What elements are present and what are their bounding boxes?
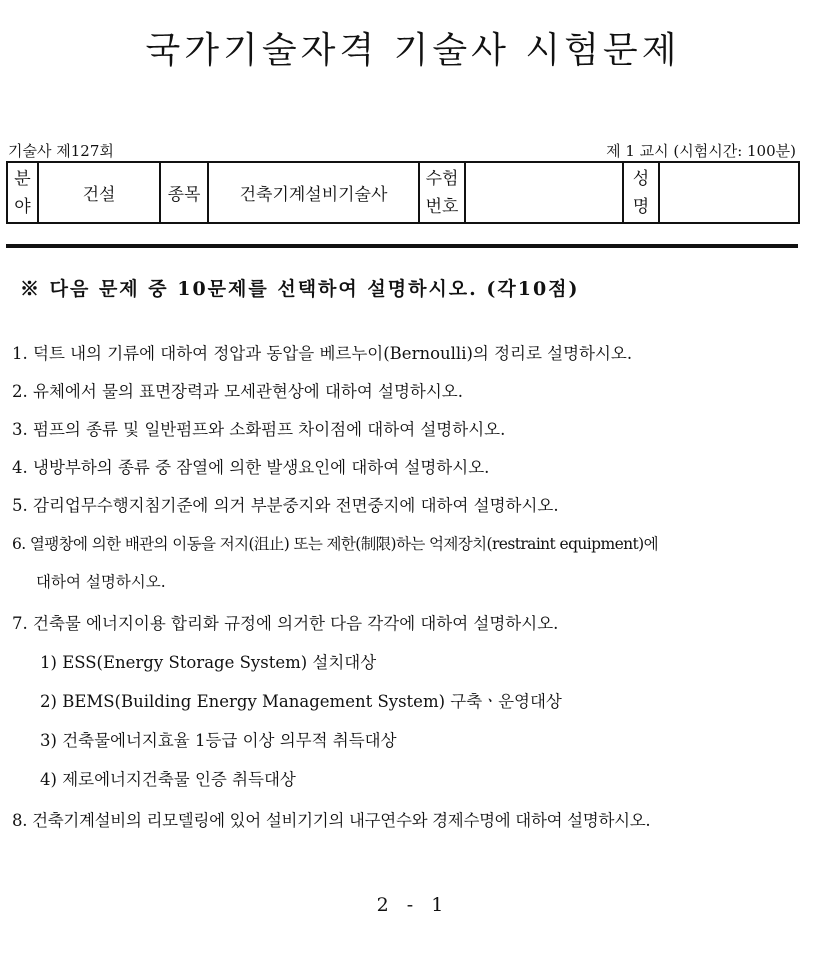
question-item bbox=[12, 454, 489, 478]
field-label bbox=[7, 162, 38, 223]
question-number: 4. bbox=[12, 458, 28, 477]
sub-question-item bbox=[40, 727, 397, 751]
question-item bbox=[12, 416, 505, 440]
question-number: 7. bbox=[12, 614, 28, 633]
question-item bbox=[12, 610, 558, 634]
question-item bbox=[12, 492, 559, 516]
exam-no-label-top: 수험 bbox=[425, 168, 459, 189]
question-continuation: 대하여 설명하시오. bbox=[36, 573, 166, 591]
sub-question-number: 4) bbox=[40, 770, 57, 789]
question-item bbox=[12, 340, 632, 364]
question-text: 열팽창에 의한 배관의 이동을 저지(沮止) 또는 제한(制限)하는 억제장치(restraint equipment)에 bbox=[29, 535, 658, 553]
question-item bbox=[12, 807, 650, 831]
instruction-text: ※ 다음 문제 중 10문제를 선택하여 설명하시오. (각10점) bbox=[20, 278, 580, 300]
sub-question-number: 1) bbox=[40, 653, 57, 672]
question-text: 덕트 내의 기류에 대하여 정압과 동압을 베르누이(Bernoulli)의 정리로 설명하시오. bbox=[33, 344, 633, 363]
name-label bbox=[623, 162, 659, 223]
exam-no-label bbox=[419, 162, 465, 223]
sub-question-text: 건축물에너지효율 1등급 이상 의무적 취득대상 bbox=[62, 731, 397, 750]
exam-meta-row bbox=[6, 140, 796, 162]
question-text: 유체에서 물의 표면장력과 모세관현상에 대하여 설명하시오. bbox=[33, 382, 463, 401]
name-value[interactable] bbox=[659, 162, 799, 223]
question-text: 감리업무수행지침기준에 의거 부분중지와 전면중지에 대하여 설명하시오. bbox=[33, 496, 559, 515]
exam-no-label-bottom: 번호 bbox=[425, 196, 459, 217]
page-number: 2 - 1 bbox=[376, 894, 450, 916]
divider-rule bbox=[6, 244, 798, 248]
exam-no-value[interactable] bbox=[465, 162, 623, 223]
exam-info-table bbox=[6, 161, 800, 224]
name-label-top: 성 bbox=[632, 168, 650, 189]
question-number: 1. bbox=[12, 344, 28, 363]
page-title: 국가기술자격 기술사 시험문제 bbox=[145, 30, 681, 71]
sub-question-item bbox=[40, 766, 296, 790]
question-text: 냉방부하의 종류 중 잠열에 의한 발생요인에 대하여 설명하시오. bbox=[33, 458, 490, 477]
question-item bbox=[12, 532, 658, 554]
question-text: 펌프의 종류 및 일반펌프와 소화펌프 차이점에 대하여 설명하시오. bbox=[33, 420, 506, 439]
question-number: 2. bbox=[12, 382, 28, 401]
sub-question-item bbox=[40, 649, 376, 673]
sub-question-number: 2) bbox=[40, 692, 57, 711]
question-number: 8. bbox=[12, 811, 28, 830]
question-item bbox=[12, 378, 463, 402]
question-number: 5. bbox=[12, 496, 28, 515]
sub-question-number: 3) bbox=[40, 731, 57, 750]
field-label-bottom: 야 bbox=[14, 196, 31, 217]
question-text: 건축물 에너지이용 합리화 규정에 의거한 다음 각각에 대하여 설명하시오. bbox=[33, 614, 559, 633]
sub-question-text: 제로에너지건축물 인증 취득대상 bbox=[62, 770, 296, 789]
question-text: 건축기계설비의 리모델링에 있어 설비기기의 내구연수와 경제수명에 대하여 설명하시오. bbox=[32, 811, 651, 830]
question-number: 6. bbox=[12, 535, 26, 553]
name-label-bottom: 명 bbox=[632, 196, 650, 217]
question-number: 3. bbox=[12, 420, 28, 439]
field-value: 건설 bbox=[38, 162, 160, 223]
sub-question-text: ESS(Energy Storage System) 설치대상 bbox=[62, 653, 377, 672]
sub-question-text: BEMS(Building Energy Management System) 구축ㆍ운영대상 bbox=[62, 692, 562, 711]
category-label: 종목 bbox=[160, 162, 208, 223]
category-value: 건축기계설비기술사 bbox=[208, 162, 419, 223]
field-label-top: 분 bbox=[14, 168, 31, 189]
sub-question-item bbox=[40, 688, 562, 712]
session-info: 제 1 교시 (시험시간: 100분) bbox=[606, 142, 796, 160]
exam-round: 기술사 제127회 bbox=[8, 142, 114, 160]
